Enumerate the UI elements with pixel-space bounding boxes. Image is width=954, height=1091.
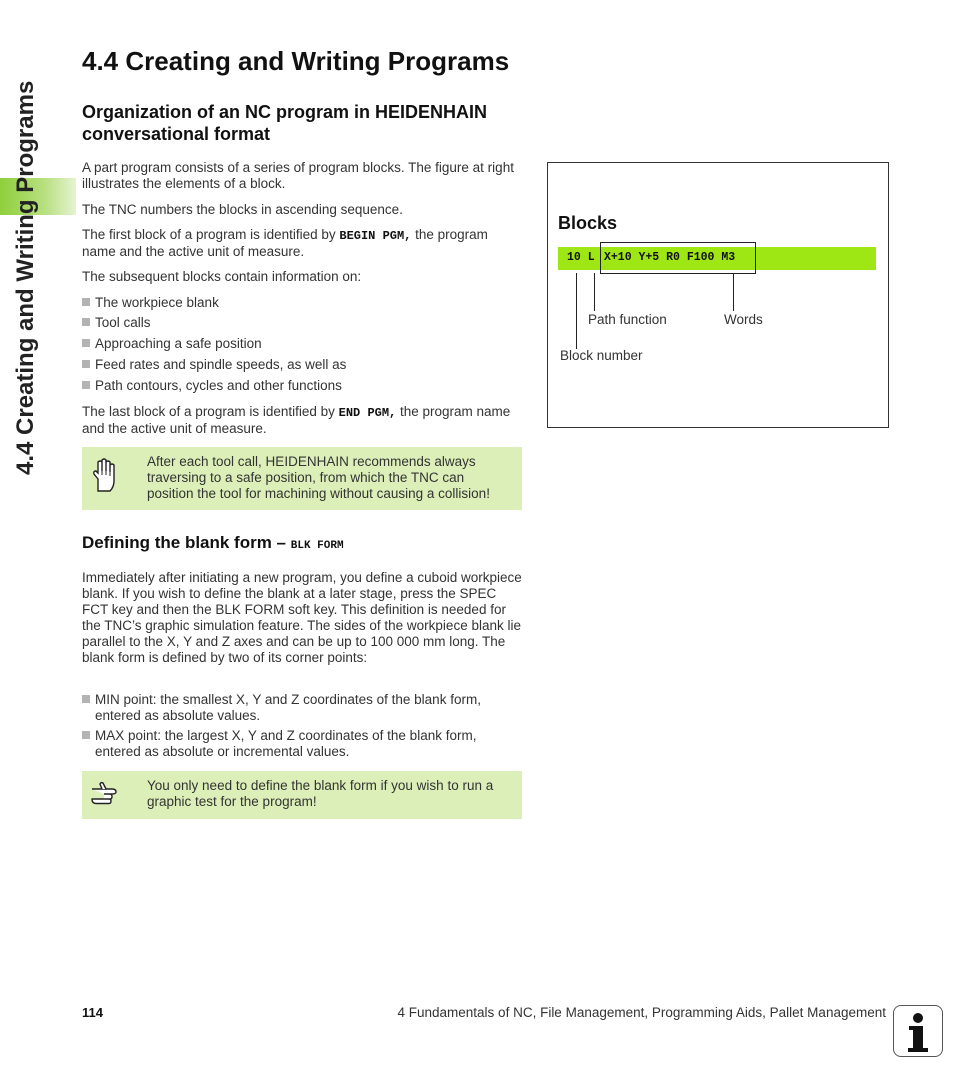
list-item: The workpiece blank: [82, 295, 522, 311]
bullet-square-icon: [82, 339, 90, 347]
list-item: Tool calls: [82, 315, 522, 331]
side-chapter-title: 4.4 Creating and Writing Programs: [12, 80, 39, 475]
path-function-leader: [594, 273, 595, 311]
list-item: Path contours, cycles and other functions: [82, 378, 522, 394]
list-item: MAX point: the largest X, Y and Z coordinates of the blank form, entered as absolute or incremental values.: [82, 728, 522, 760]
block-number-code: 10 L: [567, 251, 595, 264]
section-title-organization: Organization of an NC program in HEIDENHAIN conversational format: [82, 102, 488, 144]
figure-title: Blocks: [558, 213, 618, 233]
pointing-hand-icon: [90, 781, 126, 812]
paragraph-numbering: The TNC numbers the blocks in ascending sequence.: [82, 202, 403, 217]
code-begin-pgm: BEGIN PGM,: [339, 229, 412, 243]
code-blk-form: BLK FORM: [290, 540, 344, 552]
bullet-square-icon: [82, 695, 90, 703]
bullet-square-icon: [82, 731, 90, 739]
words-leader: [733, 273, 734, 311]
paragraph-blank-form: Immediately after initiating a new program, you define a cuboid workpiece blank. If you wish to define the blank at a later stage, press the SPEC FCT key and then the BLK FORM soft key. This definition is needed for the TNC’s graphic simulation feature. The sides of the workpiece blank lie parallel to the X, Y and Z axes and can be up to 100 000 mm long. The blank form is defined by two of its corner points:: [82, 570, 522, 665]
caution-hand-icon: [90, 457, 118, 498]
block-words-code: X+10 Y+5 R0 F100 M3: [604, 251, 736, 264]
list-item: MIN point: the smallest X, Y and Z coordinates of the blank form, entered as absolute values.: [82, 692, 522, 724]
block-number-leader: [576, 273, 577, 349]
footer-chapter-title: 4 Fundamentals of NC, File Management, Programming Aids, Pallet Management: [397, 1005, 886, 1020]
bullet-square-icon: [82, 381, 90, 389]
bullet-square-icon: [82, 360, 90, 368]
page-title: 4.4 Creating and Writing Programs: [82, 46, 510, 76]
label-path-function: Path function: [588, 312, 667, 327]
note-box-safety: After each tool call, HEIDENHAIN recommends always traversing to a safe position, from which the TNC can position the tool for machining without causing a collision!: [82, 447, 522, 510]
words-highlight-box: [600, 242, 756, 274]
note-box-graphic-test: You only need to define the blank form if you wish to run a graphic test for the program!: [82, 771, 522, 819]
page-number: 114: [82, 1005, 103, 1020]
paragraph-last-block: The last block of a program is identified by END PGM, the program name and the active unit of measure.: [82, 404, 511, 436]
section-title-blank-form: Defining the blank form – BLK FORM: [82, 533, 344, 552]
paragraph-first-block: The first block of a program is identified by BEGIN PGM, the program name and the active unit of measure.: [82, 227, 488, 259]
list-item: Feed rates and spindle speeds, as well as: [82, 357, 522, 373]
paragraph-intro: A part program consists of a series of program blocks. The figure at right illustrates the elements of a block.: [82, 160, 514, 191]
bullet-square-icon: [82, 318, 90, 326]
info-icon[interactable]: [893, 1005, 943, 1057]
list-item: Approaching a safe position: [82, 336, 522, 352]
code-end-pgm: END PGM,: [338, 406, 397, 420]
paragraph-subsequent: The subsequent blocks contain information on:: [82, 269, 362, 284]
label-block-number: Block number: [560, 348, 643, 363]
bullet-square-icon: [82, 298, 90, 306]
label-words: Words: [724, 312, 763, 327]
block-structure-figure: [547, 162, 889, 428]
